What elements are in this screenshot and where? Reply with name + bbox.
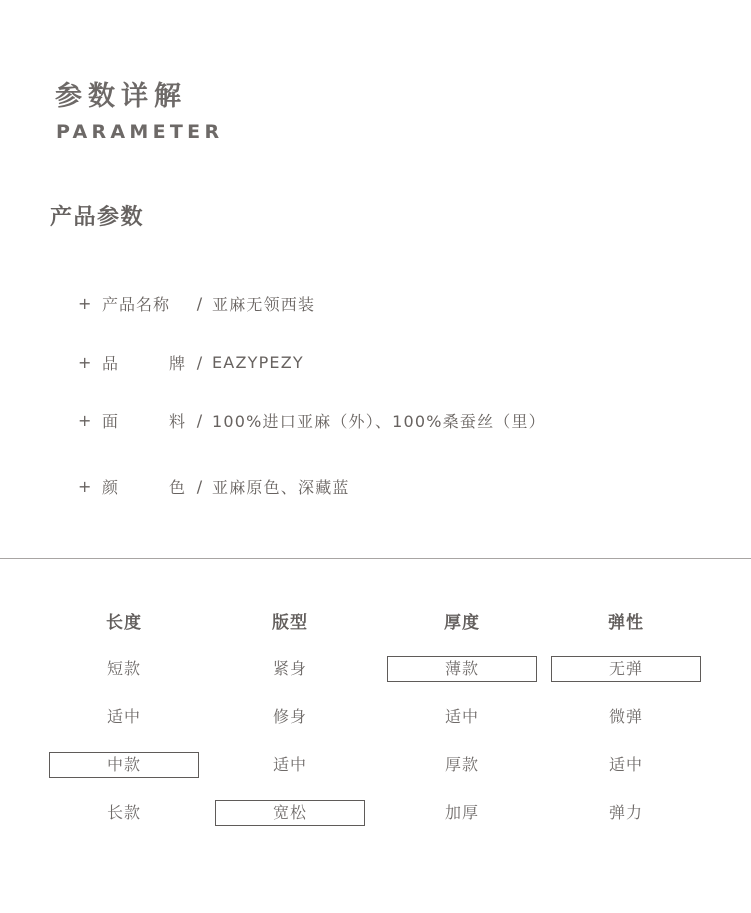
plus-icon: + <box>78 476 93 496</box>
param-row <box>78 291 315 315</box>
param-value: 亚麻原色、深藏蓝 <box>212 477 350 497</box>
param-key-char: 颜 <box>102 477 120 497</box>
plus-icon: + <box>78 352 93 372</box>
param-key-text: 产品名称 <box>102 294 171 314</box>
param-value: 100%进口亚麻（外）、100%桑蚕丝（里） <box>212 411 546 431</box>
param-key <box>102 475 186 498</box>
option-cell: 加厚 <box>444 803 479 822</box>
param-row <box>78 474 350 498</box>
param-key <box>102 292 186 315</box>
plus-icon: + <box>78 410 93 430</box>
column-header: 长度 <box>106 613 142 633</box>
option-cell: 适中 <box>272 755 307 774</box>
option-cell: 厚款 <box>444 755 479 774</box>
param-key <box>102 409 186 432</box>
page-title-en: PARAMETER <box>56 121 224 143</box>
param-row <box>78 350 304 374</box>
option-cell-selected: 薄款 <box>387 656 537 682</box>
option-cell: 适中 <box>106 707 141 726</box>
param-row <box>78 408 546 432</box>
option-cell-selected: 中款 <box>49 752 199 778</box>
divider <box>0 558 751 559</box>
option-cell: 短款 <box>106 659 141 678</box>
param-key-char: 料 <box>168 411 186 431</box>
page-title-cn: 参数详解 <box>55 81 187 112</box>
param-key-char: 面 <box>102 411 120 431</box>
param-separator: / <box>196 476 204 496</box>
param-value: EAZYPEZY <box>212 352 304 372</box>
option-cell: 微弹 <box>608 707 643 726</box>
option-cell: 弹力 <box>608 803 643 822</box>
section-title: 产品参数 <box>50 205 145 230</box>
param-key-char: 品 <box>102 353 120 373</box>
column-header: 厚度 <box>444 613 480 633</box>
param-separator: / <box>196 352 204 372</box>
option-cell-selected: 无弹 <box>551 656 701 682</box>
param-separator: / <box>196 293 204 313</box>
option-cell: 修身 <box>272 707 307 726</box>
column-header: 弹性 <box>608 613 644 633</box>
option-cell: 紧身 <box>272 659 307 678</box>
param-key <box>102 351 186 374</box>
param-key-char: 色 <box>168 477 186 497</box>
option-cell: 长款 <box>106 803 141 822</box>
param-separator: / <box>196 410 204 430</box>
option-cell: 适中 <box>608 755 643 774</box>
param-value: 亚麻无领西装 <box>212 294 316 314</box>
option-cell: 适中 <box>444 707 479 726</box>
param-key-char: 牌 <box>168 353 186 373</box>
option-cell-selected: 宽松 <box>215 800 365 826</box>
column-header: 版型 <box>272 613 308 633</box>
plus-icon: + <box>78 293 93 313</box>
